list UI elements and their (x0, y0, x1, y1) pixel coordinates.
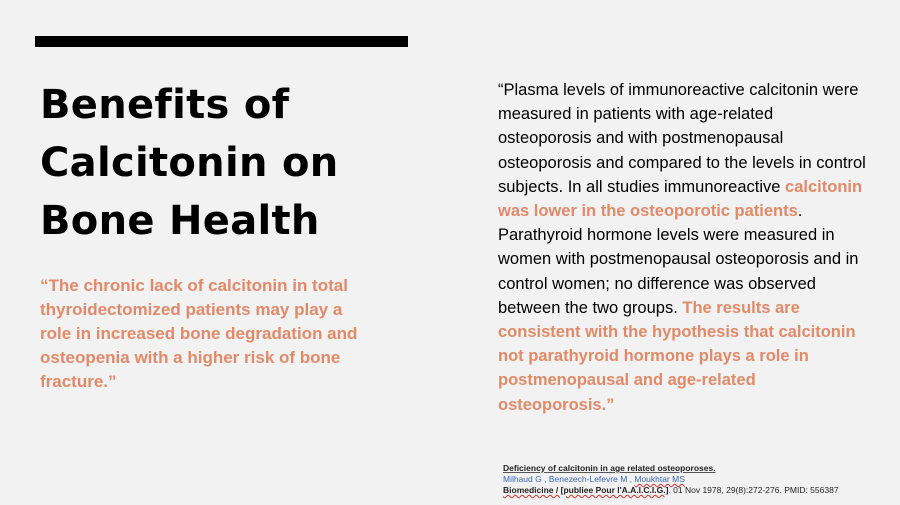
citation-author-2[interactable]: Benezech-Lefevre M (548, 474, 628, 484)
citation (503, 463, 893, 496)
right-quote-part-2: . Parathyroid hormone levels were measured in women with postmenopausal osteoporosis and in control women; no difference was observed between the two groups. (498, 202, 859, 317)
citation-author-separator: , (627, 474, 635, 484)
citation-journal-name: Biomedicine / [publiee Pour l'A.A.I.C.I.G.] (503, 485, 669, 495)
title-line-1: Benefits of (40, 82, 290, 128)
right-quote (498, 78, 868, 417)
citation-title: Deficiency of calcitonin in age related osteoporoses. (503, 463, 716, 473)
top-accent-bar (35, 36, 408, 47)
citation-authors (503, 474, 893, 485)
right-quote-highlight-2: The results are consistent with the hypothesis that calcitonin not parathyroid hormone plays a role in postmenopausal and age-related osteoporosis.” (498, 298, 856, 414)
citation-author-separator: , (541, 474, 549, 484)
citation-journal-details: . 01 Nov 1978, 29(8):272-276. PMID: 556387 (668, 485, 839, 495)
right-quote-part-1: “Plasma levels of immunoreactive calcitonin were measured in patients with age-related osteoporosis and with postmenopausal osteoporosis and compared to the levels in control subjects. In all studies immunoreactive (498, 81, 866, 196)
citation-journal (503, 485, 893, 496)
left-quote: “The chronic lack of calcitonin in total thyroidectomized patients may play a role in increased bone degradation and osteopenia with a higher risk of bone fracture.” (40, 276, 358, 391)
citation-author-1[interactable]: Milhaud G (503, 474, 542, 484)
slide-title (40, 76, 400, 250)
right-quote-highlight-1: calcitonin was lower in the osteoporotic patients (498, 177, 863, 221)
title-line-2: Calcitonin on (40, 140, 339, 186)
title-line-3: Bone Health (40, 198, 320, 244)
citation-author-3[interactable]: Moukhtar MS (634, 474, 685, 484)
